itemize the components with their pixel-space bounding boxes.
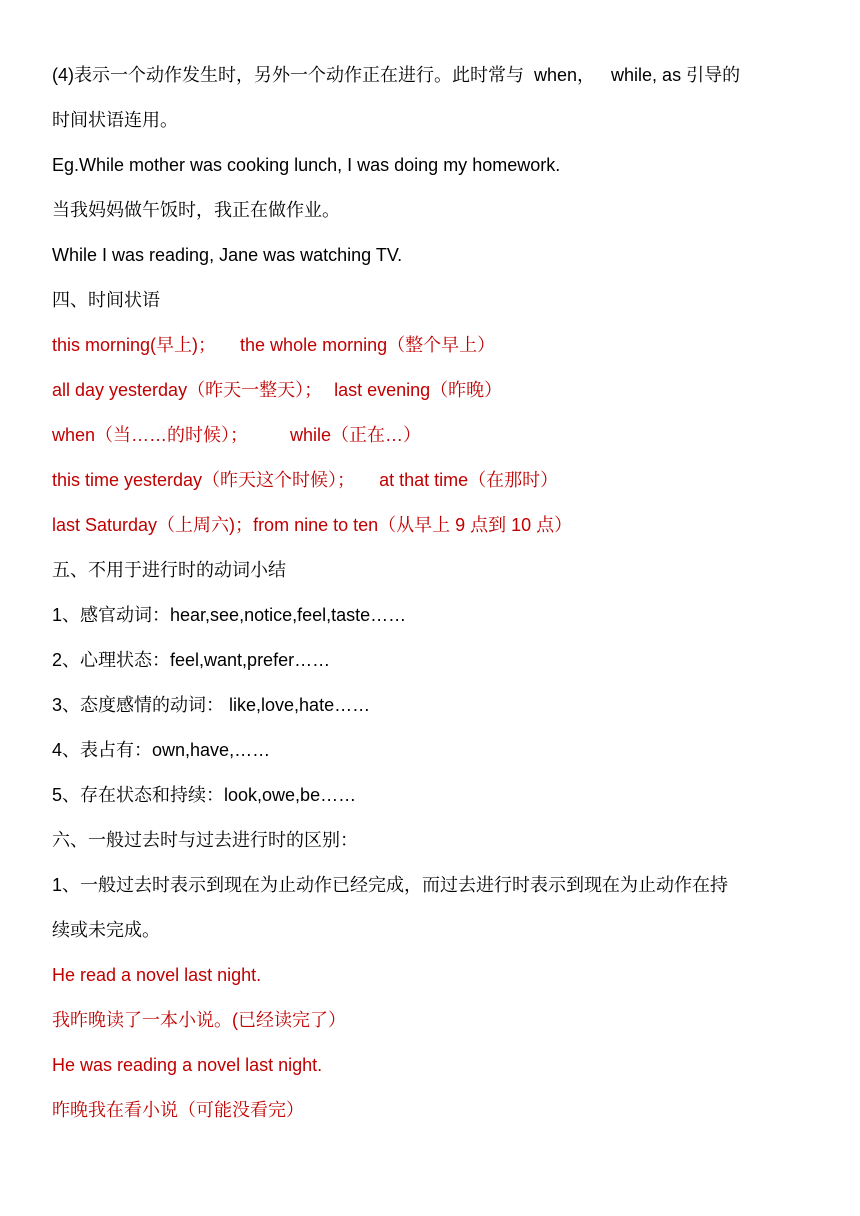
- adverbial-item: at that time（在那时）: [379, 470, 559, 490]
- difference-point-1-line-2: 续或未完成。: [52, 920, 160, 940]
- adverbial-item: the whole morning（整个早上）: [240, 335, 496, 355]
- example-line: He was reading a novel last night.: [52, 1055, 323, 1075]
- example-1-chinese: 当我妈妈做午饭时，我正在做作业。: [52, 200, 340, 220]
- heading-tense-difference: 六、一般过去时与过去进行时的区别：: [52, 830, 358, 850]
- list-item: 2、心理状态：feel,want,prefer……: [52, 650, 331, 670]
- point-4-line-1: [52, 63, 810, 87]
- example-line: 我昨晚读了一本小说。(已经读完了）: [52, 1010, 346, 1030]
- heading-non-progressive-verbs: 五、不用于进行时的动词小结: [52, 560, 286, 580]
- list-item: 4、表占有：own,have,……: [52, 740, 271, 760]
- adverbial-row: [52, 378, 810, 402]
- adverbial-item: this time yesterday（昨天这个时候）；: [52, 470, 356, 490]
- adverbial-item: from nine to ten（从早上 9 点到 10 点）: [253, 515, 573, 535]
- adverbial-item: all day yesterday（昨天一整天）；: [52, 380, 323, 400]
- adverbial-row: [52, 468, 810, 492]
- point-4-text-a: (4)表示一个动作发生时，另外一个动作正在进行。此时常与: [52, 65, 524, 85]
- adverbial-item: when（当……的时候）；: [52, 425, 249, 445]
- difference-point-1-line-1: 1、一般过去时表示到现在为止动作已经完成，而过去进行时表示到现在为止动作在持: [52, 875, 729, 895]
- point-4-line-2: 时间状语连用。: [52, 110, 178, 130]
- example-line: 昨晚我在看小说（可能没看完）: [52, 1100, 304, 1120]
- list-item: 5、存在状态和持续：look,owe,be……: [52, 785, 357, 805]
- heading-time-adverbials: 四、时间状语: [52, 290, 160, 310]
- adverbial-row: [52, 513, 810, 537]
- list-item: 3、态度感情的动词： like,love,hate……: [52, 695, 371, 715]
- adverbial-item: while（正在…）: [290, 425, 422, 445]
- point-4-when: when，: [534, 65, 596, 85]
- adverbial-row: [52, 333, 810, 357]
- example-line: He read a novel last night.: [52, 965, 262, 985]
- list-item: 1、感官动词：hear,see,notice,feel,taste……: [52, 605, 407, 625]
- adverbial-item: this morning(早上)；: [52, 335, 217, 355]
- adverbial-item: last evening（昨晚）: [334, 380, 503, 400]
- adverbial-row: [52, 423, 810, 447]
- example-1-english: Eg.While mother was cooking lunch, I was doing my homework.: [52, 155, 561, 175]
- adverbial-item: last Saturday（上周六)；: [52, 515, 254, 535]
- point-4-while-as: while, as 引导的: [611, 65, 741, 85]
- example-2-english: While I was reading, Jane was watching TV.: [52, 245, 403, 265]
